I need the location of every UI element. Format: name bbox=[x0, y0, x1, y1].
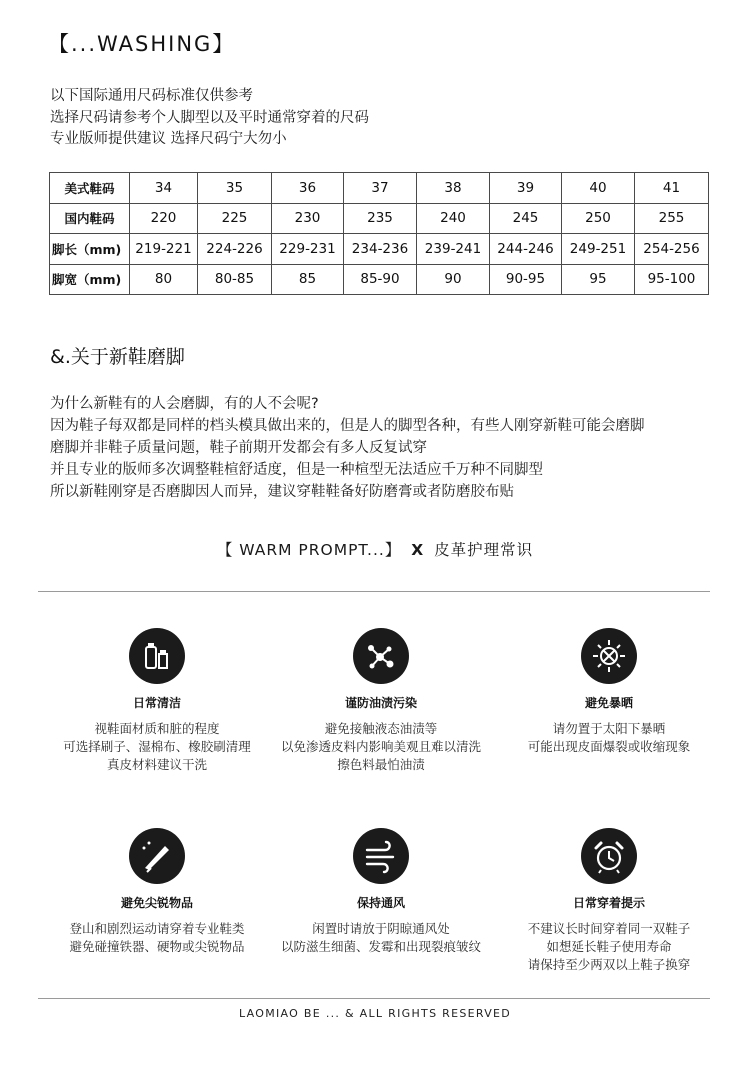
table-cell: 80-85 bbox=[198, 264, 272, 295]
table-row bbox=[50, 203, 709, 234]
table-cell: 229-231 bbox=[272, 234, 344, 265]
alarm-clock-icon bbox=[581, 828, 637, 884]
table-cell: 90 bbox=[417, 264, 490, 295]
sun-icon bbox=[581, 628, 637, 684]
table-row bbox=[50, 234, 709, 265]
care-item-oil-stain bbox=[256, 628, 506, 774]
care-item-daily-wear bbox=[484, 828, 734, 974]
care-line: 登山和剧烈运动请穿着专业鞋类 bbox=[69, 921, 245, 936]
paragraph-line: 所以新鞋刚穿是否磨脚因人而异，建议穿鞋鞋备好防磨膏或者防磨胶布贴 bbox=[50, 484, 514, 500]
table-row bbox=[50, 173, 709, 204]
row-label: 国内鞋码 bbox=[50, 203, 130, 234]
care-item-ventilation bbox=[256, 828, 506, 956]
table-cell: 224-226 bbox=[198, 234, 272, 265]
care-item-sun bbox=[484, 628, 734, 756]
care-line: 视鞋面材质和脏的程度 bbox=[94, 721, 220, 736]
care-description bbox=[32, 920, 282, 956]
table-cell: 90-95 bbox=[490, 264, 562, 295]
intro-line: 专业版师提供建议 选择尺码宁大勿小 bbox=[50, 131, 287, 147]
leather-care-label: 皮革护理常识 bbox=[434, 541, 534, 559]
table-cell: 255 bbox=[635, 203, 709, 234]
care-line: 擦色料最怕油渍 bbox=[337, 757, 425, 772]
care-line: 不建议长时间穿着同一双鞋子 bbox=[527, 921, 691, 936]
table-cell: 240 bbox=[417, 203, 490, 234]
care-line: 请勿置于太阳下暴晒 bbox=[552, 721, 666, 736]
table-cell: 85-90 bbox=[344, 264, 417, 295]
care-description bbox=[484, 920, 734, 974]
care-line: 闲置时请放于阴晾通风处 bbox=[312, 921, 450, 936]
section-paragraph bbox=[50, 393, 645, 503]
table-cell: 219-221 bbox=[130, 234, 198, 265]
page-title: 【...WASHING】 bbox=[48, 32, 236, 56]
care-description bbox=[32, 720, 282, 774]
care-line: 避免碰撞铁器、硬物或尖锐物品 bbox=[69, 939, 245, 954]
table-cell: 239-241 bbox=[417, 234, 490, 265]
table-cell: 230 bbox=[272, 203, 344, 234]
bottles-icon bbox=[129, 628, 185, 684]
blade-icon bbox=[129, 828, 185, 884]
paragraph-line: 并且专业的版师多次调整鞋楦舒适度，但是一种楦型无法适应千万种不同脚型 bbox=[50, 462, 543, 478]
paragraph-line: 磨脚并非鞋子质量问题，鞋子前期开发都会有多人反复试穿 bbox=[50, 440, 427, 456]
size-intro bbox=[50, 86, 369, 151]
paragraph-line: 因为鞋子每双都是同样的档头模具做出来的，但是人的脚型各种，有些人刚穿新鞋可能会磨脚 bbox=[50, 418, 645, 434]
table-cell: 220 bbox=[130, 203, 198, 234]
care-title: 避免暴晒 bbox=[584, 696, 633, 710]
care-description bbox=[256, 920, 506, 956]
table-cell: 35 bbox=[198, 173, 272, 204]
warm-prompt-label: 【 WARM PROMPT...】 bbox=[216, 541, 402, 559]
table-cell: 40 bbox=[562, 173, 635, 204]
warm-prompt-heading bbox=[0, 538, 750, 560]
wind-icon bbox=[353, 828, 409, 884]
warm-prompt-x: X bbox=[411, 541, 425, 559]
intro-line: 选择尺码请参考个人脚型以及平时通常穿着的尺码 bbox=[50, 109, 369, 126]
care-line: 可能出现皮面爆裂或收缩现象 bbox=[527, 739, 691, 754]
care-line: 可选择刷子、湿棉布、橡胶刷清理 bbox=[63, 739, 251, 754]
care-description bbox=[256, 720, 506, 774]
table-cell: 85 bbox=[272, 264, 344, 295]
stain-icon bbox=[353, 628, 409, 684]
care-item-sharp-objects bbox=[32, 828, 282, 956]
care-description bbox=[484, 720, 734, 756]
care-line: 以防滋生细菌、发霉和出现裂痕皱纹 bbox=[280, 939, 481, 954]
care-title: 避免尖锐物品 bbox=[120, 896, 193, 910]
row-label: 脚宽（mm) bbox=[50, 264, 130, 295]
care-title: 日常穿着提示 bbox=[572, 896, 645, 910]
table-cell: 41 bbox=[635, 173, 709, 204]
care-line: 真皮材料建议干洗 bbox=[106, 757, 207, 772]
size-table bbox=[49, 172, 709, 295]
table-cell: 36 bbox=[272, 173, 344, 204]
table-cell: 34 bbox=[130, 173, 198, 204]
care-title: 日常清洁 bbox=[132, 696, 181, 710]
section-title: &.关于新鞋磨脚 bbox=[50, 346, 185, 368]
care-line: 以免渗透皮料内影响美观且难以清洗 bbox=[280, 739, 481, 754]
care-title: 保持通风 bbox=[356, 896, 405, 910]
care-line: 请保持至少两双以上鞋子换穿 bbox=[527, 957, 691, 972]
row-label: 脚长（mm) bbox=[50, 234, 130, 265]
care-line: 避免接触液态油渍等 bbox=[324, 721, 438, 736]
table-row bbox=[50, 264, 709, 295]
table-cell: 37 bbox=[344, 173, 417, 204]
divider bbox=[38, 998, 710, 999]
row-label: 美式鞋码 bbox=[50, 173, 130, 204]
care-item-cleaning bbox=[32, 628, 282, 774]
table-cell: 38 bbox=[417, 173, 490, 204]
table-cell: 245 bbox=[490, 203, 562, 234]
divider bbox=[38, 591, 710, 592]
table-cell: 249-251 bbox=[562, 234, 635, 265]
table-cell: 225 bbox=[198, 203, 272, 234]
footer-copyright: LAOMIAO BE ... & ALL RIGHTS RESERVED bbox=[238, 1007, 512, 1020]
table-cell: 234-236 bbox=[344, 234, 417, 265]
table-cell: 250 bbox=[562, 203, 635, 234]
table-cell: 80 bbox=[130, 264, 198, 295]
table-cell: 95-100 bbox=[635, 264, 709, 295]
intro-line: 以下国际通用尺码标准仅供参考 bbox=[50, 88, 253, 104]
table-cell: 95 bbox=[562, 264, 635, 295]
table-cell: 244-246 bbox=[490, 234, 562, 265]
paragraph-line: 为什么新鞋有的人会磨脚，有的人不会呢? bbox=[50, 396, 319, 412]
table-cell: 235 bbox=[344, 203, 417, 234]
table-cell: 39 bbox=[490, 173, 562, 204]
care-line: 如想延长鞋子使用寿命 bbox=[546, 939, 672, 954]
table-cell: 254-256 bbox=[635, 234, 709, 265]
care-title: 谨防油渍污染 bbox=[344, 696, 417, 710]
